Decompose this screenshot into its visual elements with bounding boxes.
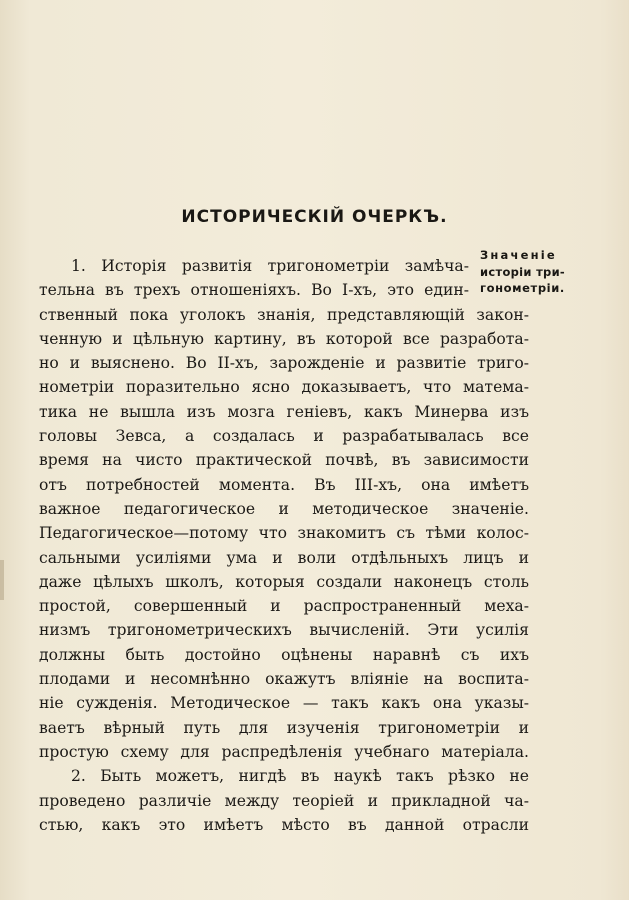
text-line: ваетъ вѣрный путь для изученія тригонометріи и: [39, 718, 529, 737]
text-line: 1. Исторія развитія тригонометріи замѣча-: [71, 257, 469, 275]
text-line: простой, совершенный и распространенный меха-: [39, 597, 529, 616]
text-line: но и выяснено. Во II-хъ, зарожденіе и развитіе триго-: [39, 354, 529, 373]
text-line: Педагогическое—потому что знакомитъ съ тѣми колос-: [39, 524, 529, 543]
text-line: сальными усиліями ума и воли отдѣльныхъ лицъ и: [39, 548, 529, 567]
text-line: низмъ тригонометрическихъ вычисленій. Эти усилія: [39, 621, 529, 640]
text-line: ченную и цѣльную картину, въ которой все разработа-: [39, 329, 529, 348]
page-edge-stain: [0, 560, 4, 600]
text-line: даже цѣлыхъ школъ, которыя создали наконецъ столь: [39, 572, 529, 591]
text-line: тельна въ трехъ отношеніяхъ. Во I-хъ, это един-: [39, 281, 469, 300]
text-line: 2. Быть можетъ, нигдѣ въ наукѣ такъ рѣзко не: [71, 767, 529, 786]
text-line: время на чисто практической почвѣ, въ зависимости: [39, 451, 529, 470]
margin-note-line: Значеніе: [480, 248, 557, 262]
margin-note-line: исторіи три-: [480, 264, 566, 279]
text-line: отъ потребностей момента. Въ III-хъ, она имѣетъ: [39, 475, 529, 494]
text-line: стью, какъ это имѣетъ мѣсто въ данной отрасли: [39, 815, 529, 834]
text-line: простую схему для распредѣленія учебнаго матеріала.: [39, 742, 529, 761]
body-text: [39, 254, 529, 837]
text-line: ственный пока уголокъ знанія, представляющій закон-: [39, 305, 529, 324]
chapter-title: ИСТОРИЧЕСКІЙ ОЧЕРКЪ.: [181, 207, 448, 227]
text-line: плодами и несомнѣнно окажутъ вліяніе на воспита-: [39, 670, 529, 689]
text-line: тика не вышла изъ мозга геніевъ, какъ Минерва изъ: [39, 402, 529, 421]
margin-note-line: гонометріи.: [480, 281, 565, 295]
text-line: проведено различіе между теоріей и прикладной ча-: [39, 791, 529, 810]
text-line: головы Зевса, а создалась и разрабатывалась все: [39, 427, 529, 446]
text-line: должны быть достойно оцѣнены наравнѣ съ ихъ: [39, 645, 529, 664]
text-line: важное педагогическое и методическое значеніе.: [39, 499, 529, 518]
text-line: ніе сужденія. Методическое — такъ какъ она указы-: [39, 694, 529, 713]
text-line: нометріи поразительно ясно доказываетъ, что матема-: [39, 378, 529, 397]
